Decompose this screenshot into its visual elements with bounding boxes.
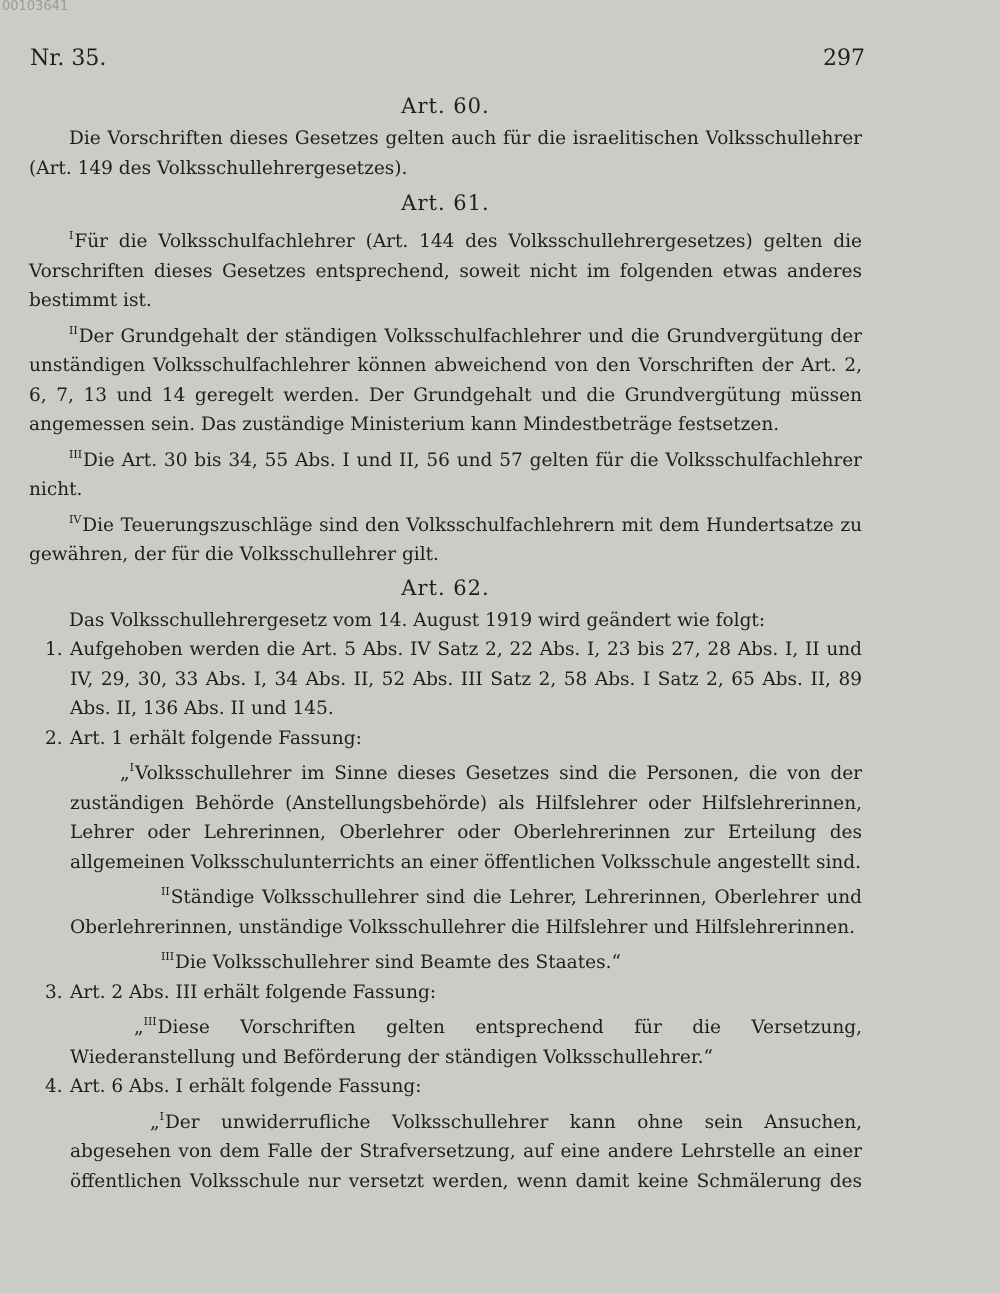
- paragraph-text: Die Vorschriften dieses Gesetzes gelten auch für die israelitischen Volksschullehrer (Art. 149 des Volksschullehrergesetzes).: [29, 128, 862, 179]
- list-item-text: Aufgehoben werden die Art. 5 Abs. IV Satz 2, 22 Abs. I, 23 bis 27, 28 Abs. I, II und IV, 29, 30, 33 Abs. I, 34 Abs. II, 52 Abs. III Satz 2, 58 Abs. I Satz 2, 65 Abs. II, 89 Abs. II, 136 Abs. II und 145.: [70, 639, 862, 719]
- quoted-paragraph: [29, 942, 862, 978]
- article-paragraph: [29, 440, 862, 505]
- paragraph-number: III: [69, 447, 83, 461]
- article-paragraph: [29, 316, 862, 440]
- page-number: 297: [823, 46, 865, 71]
- paragraph-text: Für die Volksschulfachlehrer (Art. 144 des Volksschullehrergesetzes) gelten die Vorschriften dieses Gesetzes entsprechend, soweit nicht im folgenden etwas anderes bestimmt ist.: [29, 231, 862, 311]
- list-item: [29, 1072, 862, 1102]
- article-heading: Art. 61.: [401, 191, 490, 215]
- quoted-text: Die Volksschullehrer sind Beamte des Staates.“: [175, 952, 621, 973]
- quoted-paragraph: [29, 1007, 862, 1072]
- quoted-paragraph: [29, 877, 862, 942]
- list-item: [29, 635, 862, 724]
- quoted-text: Ständige Volksschullehrer sind die Lehrer, Lehrerinnen, Oberlehrer und Oberlehrerinnen, unständige Volksschullehrer die Hilfslehrer und Hilfslehrerinnen.: [70, 887, 862, 938]
- list-item: [29, 978, 862, 1008]
- paragraph-text: Das Volksschullehrergesetz vom 14. August 1919 wird geändert wie folgt:: [69, 609, 766, 631]
- paragraph-number: III: [143, 1015, 157, 1028]
- quoted-text: Der unwiderrufliche Volksschullehrer kann ohne sein Ansuchen, abgesehen von dem Falle der Strafversetzung, auf eine andere Lehrstelle an einer öffentlichen Volksschule nur versetzt werden, wenn damit keine Schmälerung des: [70, 1111, 862, 1192]
- quoted-text: Diese Vorschriften gelten entsprechend für die Versetzung, Wiederanstellung und Beförderung der ständigen Volksschullehrer.“: [70, 1017, 862, 1068]
- paragraph-number: III: [161, 950, 175, 963]
- article-paragraph: [29, 221, 862, 316]
- paragraph-number: I: [69, 229, 74, 242]
- paragraph-number: I: [159, 1109, 164, 1123]
- article-paragraph: [29, 124, 862, 183]
- list-item: [29, 724, 862, 754]
- list-item-text: Art. 6 Abs. I erhält folgende Fassung:: [70, 1076, 422, 1097]
- list-item-text: Art. 2 Abs. III erhält folgende Fassung:: [70, 981, 437, 1003]
- quoted-text: Volksschullehrer im Sinne dieses Gesetzes sind die Personen, die von der zuständigen Behörde (Anstellungsbehörde) als Hilfslehrer oder Hilfslehrerinnen, Lehrer oder Lehrerinnen, Oberlehrer oder Oberlehrerinnen zur Erteilung des allgemeinen Volksschulunterrichts an einer öffentlichen Volksschule angestellt sind.: [70, 763, 862, 873]
- paragraph-text: Die Teuerungszuschläge sind den Volksschulfachlehrern mit dem Hundertsatze zu gewähren, der für die Volksschullehrer gilt.: [29, 514, 862, 565]
- article-heading: Art. 60.: [401, 94, 490, 118]
- paragraph-number: II: [69, 323, 78, 337]
- paragraph-text: Die Art. 30 bis 34, 55 Abs. I und II, 56 und 57 gelten für die Volksschulfachlehrer nicht.: [29, 449, 862, 500]
- list-item-number: 4.: [45, 1076, 63, 1097]
- quoted-paragraph: [29, 753, 862, 877]
- list-item-number: 2.: [45, 727, 63, 749]
- list-item-number: 3.: [45, 981, 63, 1003]
- list-item-text: Art. 1 erhält folgende Fassung:: [70, 727, 362, 749]
- paragraph-text: Der Grundgehalt der ständigen Volksschulfachlehrer und die Grundvergütung der unständigen Volksschulfachlehrer können abweichend von den Vorschriften der Art. 2, 6, 7, 13 und 14 geregelt werden. Der Grundgehalt und die Grundvergütung müssen angemessen sein. Das zuständige Ministerium kann Mindestbeträge festsetzen.: [29, 325, 862, 435]
- scan-id: 00103641: [2, 0, 69, 14]
- quote-open: „: [120, 763, 130, 784]
- quote-open: „: [150, 1111, 160, 1133]
- article-heading: Art. 62.: [401, 575, 490, 600]
- list-item-number: 1.: [45, 639, 63, 660]
- quoted-paragraph: [29, 1102, 862, 1197]
- paragraph-number: II: [161, 885, 170, 898]
- quote-open: „: [134, 1017, 144, 1038]
- article-paragraph: [29, 505, 862, 570]
- document-body: [29, 92, 862, 1196]
- article-paragraph: [29, 606, 862, 636]
- paragraph-number: IV: [69, 512, 82, 526]
- issue-number: Nr. 35.: [30, 46, 107, 71]
- paragraph-number: I: [129, 761, 134, 774]
